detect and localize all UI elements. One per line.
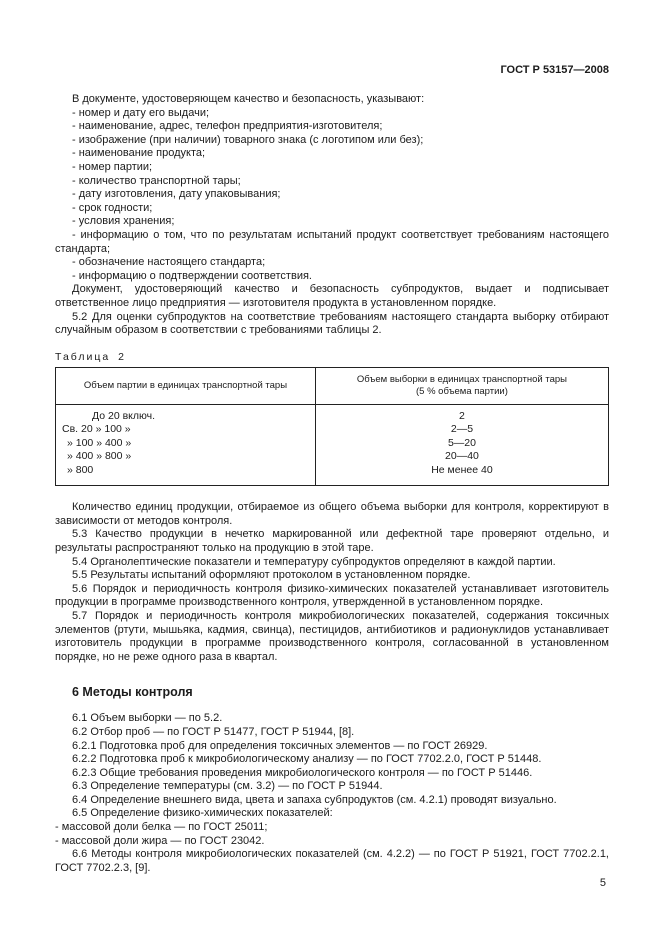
doc-number: ГОСТ Р 53157—2008: [500, 64, 609, 76]
clause-6-1: 6.1 Объем выборки — по 5.2.: [72, 712, 223, 725]
clause-6-3: 6.3 Определение температуры (см. 3.2) — по ГОСТ Р 51944.: [72, 780, 383, 793]
cell-batch: » 100 » 400 »: [67, 436, 132, 449]
clause-6-6: 6.6 Методы контроля микробиологических показателей (см. 4.2.2) — по ГОСТ Р 51921, ГОСТ 7702.2.1, ГОСТ 7702.2.3, [9].: [55, 848, 609, 874]
paragraph: В документе, удостоверяющем качество и безопасность, указывают:: [72, 93, 425, 105]
section-6-heading: 6 Методы контроля: [72, 685, 193, 700]
clause-6-2: 6.2 Отбор проб — по ГОСТ Р 51477, ГОСТ Р 51944, [8].: [72, 725, 355, 738]
list-item: - наименование, адрес, телефон предприятия-изготовителя;: [72, 120, 383, 133]
list-item: - номер и дату его выдачи;: [72, 106, 210, 119]
cell-batch: » 400 » 800 »: [67, 450, 132, 463]
table-caption: Таблица 2: [55, 350, 126, 363]
paragraph: Количество единиц продукции, отбираемое из общего объема выборки для контроля, корректируют в зависимости от методов контроля.: [55, 501, 609, 527]
col-header-sample-volume: [315, 367, 608, 404]
list-item: - дату изготовления, дату упаковывания;: [72, 188, 281, 201]
cell-batch: » 800: [67, 463, 94, 476]
clause-5-5: 5.5 Результаты испытаний оформляют протоколом в установленном порядке.: [72, 569, 471, 582]
clause-5-6: 5.6 Порядок и периодичность контроля физико-химических показателей устанавливает изготовитель продукции в программе производственного контроля, утвержденной в установленном порядке.: [55, 582, 609, 609]
clause-6-4: 6.4 Определение внешнего вида, цвета и запаха субпродуктов (см. 4.2.1) проводят визуально.: [72, 793, 557, 806]
paragraph: Документ, удостоверяющий качество и безопасность субпродуктов, выдает и подписывает ответственное лицо предприятия — изготовителя продукта в установленном порядке.: [55, 283, 609, 309]
clause-5-3: 5.3 Качество продукции в нечетко маркированной или дефектной таре проверяют отдельно, и результаты распространяют только на продукцию в этой таре.: [55, 528, 609, 554]
clause-6-2-3: 6.2.3 Общие требования проведения микробиологического контроля — по ГОСТ Р 51446.: [72, 766, 533, 779]
table-header-row: [56, 367, 609, 404]
list-item: - наименование продукта;: [72, 147, 206, 160]
cell-batch: Св. 20 » 100 »: [62, 423, 131, 436]
list-item: - условия хранения;: [72, 215, 175, 228]
list-item: - количество транспортной тары;: [72, 174, 241, 187]
clause-6-2-1: 6.2.1 Подготовка проб для определения токсичных элементов — по ГОСТ 26929.: [72, 739, 488, 752]
table-row: [56, 404, 609, 423]
page-content: [55, 64, 609, 875]
clause-6-2-2: 6.2.2 Подготовка проб к микробиологическому анализу — по ГОСТ 7702.2.0, ГОСТ Р 51448.: [72, 753, 542, 766]
list-item: - срок годности;: [72, 201, 153, 214]
cell-sample: 5—20: [315, 437, 608, 451]
list-item: - информацию о подтверждении соответствия.: [72, 269, 312, 282]
clause-5-2: 5.2 Для оценки субпродуктов на соответствие требованиям настоящего стандарта выборку отбирают случайным образом в соответствии с требованиями таблицы 2.: [55, 310, 609, 337]
table-row: [56, 423, 609, 437]
clause-5-7: 5.7 Порядок и периодичность контроля микробиологических показателей, содержания токсичных элементов (ртути, мышьяка, кадмия, свинца), пестицидов, антибиотиков и радионуклидов устанавливает изготовитель продукции в программе производственного контроля, согласованной в установленном порядке, но не реже одного раза в квартал.: [55, 609, 609, 663]
list-item: - массовой доли белка — по ГОСТ 25011;: [55, 821, 268, 834]
list-item: - изображение (при наличии) товарного знака (с логотипом или без);: [72, 133, 424, 146]
sampling-table: [55, 367, 609, 487]
cell-sample: 2—5: [315, 423, 608, 437]
table-row: [56, 437, 609, 451]
cell-batch: До 20 включ.: [92, 409, 156, 422]
col-header-batch-volume: Объем партии в единицах транспортной тары: [56, 367, 316, 404]
col-header-sample-volume-line2: (5 % объема партии): [416, 385, 508, 397]
cell-sample: 2: [315, 404, 608, 423]
clause-6-5: 6.5 Определение физико-химических показателей:: [72, 807, 333, 820]
clause-5-4: 5.4 Органолептические показатели и температуру субпродуктов определяют в каждой партии.: [72, 555, 556, 568]
cell-sample: Не менее 40: [315, 464, 608, 486]
table-row: [56, 450, 609, 464]
list-item: - обозначение настоящего стандарта;: [72, 256, 266, 269]
list-item: - информацию о том, что по результатам испытаний продукт соответствует требованиям настоящего стандарта;: [55, 228, 609, 255]
page-number: 5: [599, 877, 606, 889]
cell-sample: 20—40: [315, 450, 608, 464]
table-row: [56, 464, 609, 486]
list-item: - номер партии;: [72, 160, 153, 173]
col-header-sample-volume-line1: Объем выборки в единицах транспортной тары: [356, 373, 567, 385]
list-item: - массовой доли жира — по ГОСТ 23042.: [55, 834, 265, 847]
